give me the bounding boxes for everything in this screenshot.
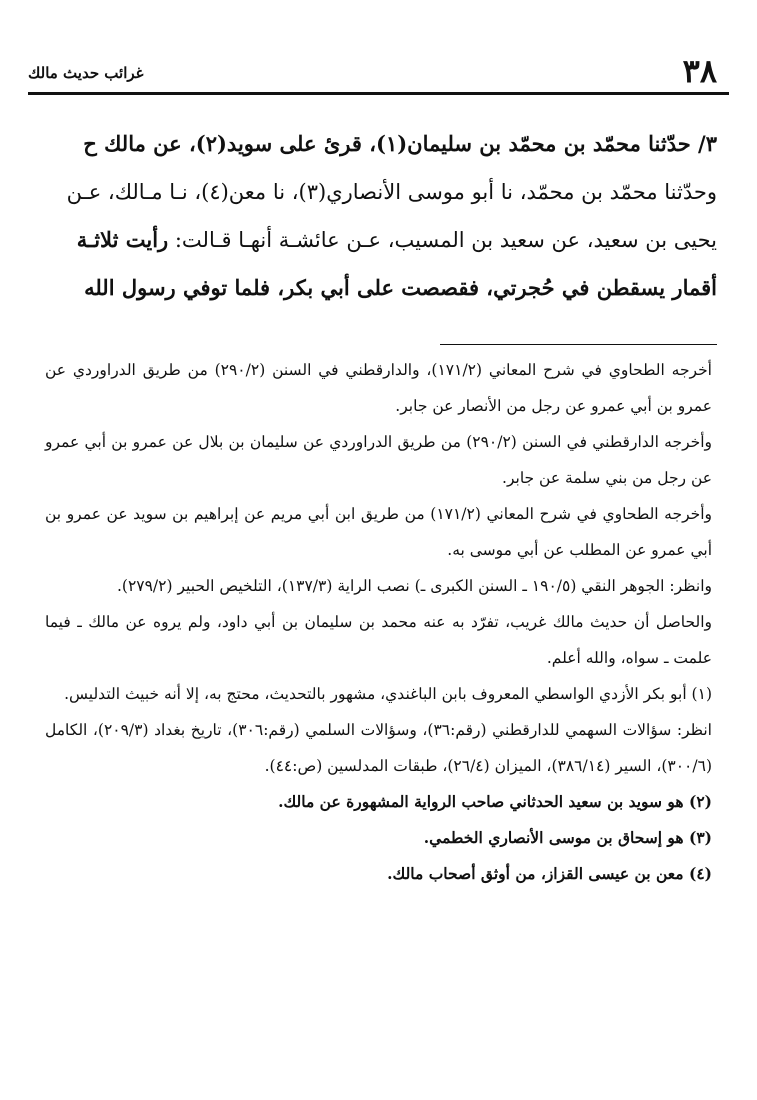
footnotes-section <box>45 352 712 892</box>
footnote-4: (٤) معن بن عيسى القزاز، من أوثق أصحاب مالك. <box>387 864 712 883</box>
hadith-line-3 <box>55 216 717 264</box>
header-rule <box>28 92 729 95</box>
note-paragraph: انظر: سؤالات السهمي للدارقطني (رقم:٣٦)، وسؤالات السلمي (رقم:٣٠٦)، تاريخ بغداد (٢٠٩/٣)، الكامل (٣٠٠/٦)، السير (٣٨٦/١٤)، الميزان (٢٦/٤)، طبقات المدلسين (ص:٤٤). <box>45 721 712 775</box>
hadith-line-2: وحدّثنا محمّد بن محمّد، نا أبو موسى الأنصاري(٣)، نا معن(٤)، نـا مـالك، عـن <box>66 180 717 204</box>
footnote-3: (٣) هو إسحاق بن موسى الأنصاري الخطمي. <box>423 828 712 847</box>
running-title: غرائب حديث مالك <box>28 64 144 82</box>
note-paragraph: وأخرجه الطحاوي في شرح المعاني (١٧١/٢) من طريق ابن أبي مريم عن إبراهيم بن سويد عن عمرو بن أبي عمرو عن المطلب عن أبي موسى به. <box>45 505 712 559</box>
footnote-separator <box>440 344 717 345</box>
page-header <box>28 52 717 92</box>
hadith-text <box>55 120 717 312</box>
note-paragraph: وأخرجه الدارقطني في السنن (٢٩٠/٢) من طريق الدراوردي عن سليمان بن بلال عن عمرو بن أبي عمرو عن رجل من بني سلمة عن جابر. <box>45 433 712 487</box>
hadith-line-3-plain: يحيى بن سعيد، عن سعيد بن المسيب، عـن عائشـة أنهـا قـالت: <box>168 228 717 252</box>
note-paragraph: أخرجه الطحاوي في شرح المعاني (١٧١/٢)، والدارقطني في السنن (٢٩٠/٢) من طريق الدراوردي عن عمرو بن أبي عمرو عن رجل من الأنصار عن جابر. <box>45 361 712 415</box>
hadith-line-3-bold: رأيت ثلاثـة <box>76 227 169 252</box>
hadith-line-4: أقمار يسقطن في حُجرتي، فقصصت على أبي بكر، فلما توفي رسول الله <box>84 275 717 300</box>
note-paragraph: وانظر: الجوهر النقي (١٩٠/٥ ـ السنن الكبرى ـ) نصب الراية (١٣٧/٣)، التلخيص الحبير (٢٧٩/٢). <box>116 577 712 595</box>
note-paragraph: (١) أبو بكر الأزدي الواسطي المعروف بابن الباغندي، مشهور بالتحديث، محتج به، إلا أنه خبيث التدليس. <box>64 685 712 703</box>
note-paragraph: والحاصل أن حديث مالك غريب، تفرّد به عنه محمد بن سليمان بن أبي داود، ولم يروه عن مالك ـ فيما علمت ـ سواه، والله أعلم. <box>45 613 712 667</box>
hadith-line-1: ٣/ حدّثنا محمّد بن محمّد بن سليمان(١)، قرئ على سويد(٢)، عن مالك ح <box>83 131 717 156</box>
page-number: ٣٨ <box>682 52 717 90</box>
footnote-2: (٢) هو سويد بن سعيد الحدثاني صاحب الرواية المشهورة عن مالك. <box>278 792 712 811</box>
